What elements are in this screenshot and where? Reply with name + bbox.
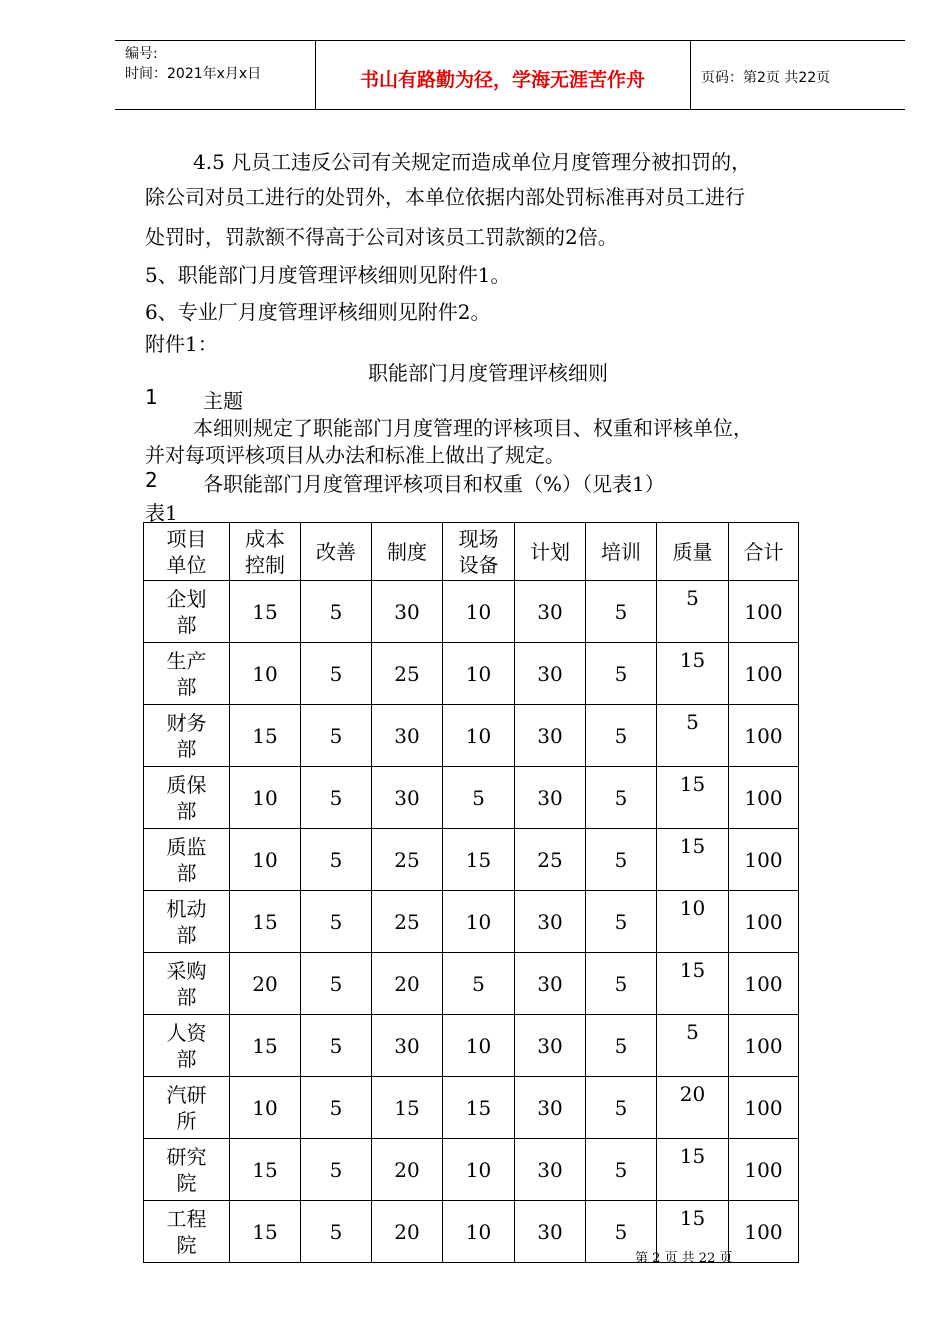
value-cell: 5 xyxy=(301,1201,372,1263)
value-cell: 100 xyxy=(729,1077,799,1139)
table-row xyxy=(144,643,799,705)
value-cell: 15 xyxy=(230,581,301,643)
value-cell: 10 xyxy=(230,767,301,829)
value-cell: 5 xyxy=(657,1015,729,1077)
cell-text: 部 xyxy=(176,984,197,1009)
cell-text: 部 xyxy=(176,922,197,947)
value-cell: 30 xyxy=(515,1139,586,1201)
value-cell: 30 xyxy=(515,705,586,767)
value-cell: 5 xyxy=(586,1139,657,1201)
cell-text: 计划 xyxy=(530,539,570,564)
value-cell: 10 xyxy=(443,1201,515,1263)
value-cell: 10 xyxy=(443,643,515,705)
value-cell: 15 xyxy=(230,1015,301,1077)
value-cell: 5 xyxy=(301,891,372,953)
value-cell: 100 xyxy=(729,1139,799,1201)
value-cell: 5 xyxy=(301,1015,372,1077)
value-cell: 15 xyxy=(230,891,301,953)
table-row xyxy=(144,1077,799,1139)
page-header xyxy=(115,40,905,110)
unit-cell xyxy=(144,767,230,829)
column-header xyxy=(657,523,729,581)
section-2-number: 2 xyxy=(145,468,158,492)
cell-text: 质监 xyxy=(166,834,207,859)
cell-text: 现场 xyxy=(458,526,499,551)
cell-text: 生产 xyxy=(166,648,207,673)
item-5: 5、职能部门月度管理评核细则见附件1。 xyxy=(145,263,511,287)
doc-title: 职能部门月度管理评核细则 xyxy=(368,361,608,385)
value-cell: 15 xyxy=(372,1077,443,1139)
value-cell: 5 xyxy=(301,829,372,891)
cell-text: 部 xyxy=(176,736,197,761)
value-cell: 15 xyxy=(230,1201,301,1263)
cell-text: 部 xyxy=(176,798,197,823)
value-cell: 10 xyxy=(443,705,515,767)
value-cell: 5 xyxy=(586,1015,657,1077)
value-cell: 10 xyxy=(657,891,729,953)
value-cell: 5 xyxy=(657,581,729,643)
cell-text: 控制 xyxy=(245,552,285,577)
value-cell: 5 xyxy=(657,705,729,767)
value-cell: 5 xyxy=(301,643,372,705)
header-motto-cell xyxy=(315,41,691,109)
value-cell: 15 xyxy=(657,953,729,1015)
cell-text: 机动 xyxy=(166,896,207,921)
column-header xyxy=(729,523,799,581)
table-row xyxy=(144,581,799,643)
value-cell: 30 xyxy=(515,643,586,705)
value-cell: 10 xyxy=(230,643,301,705)
value-cell: 10 xyxy=(443,1139,515,1201)
value-cell: 30 xyxy=(515,953,586,1015)
value-cell: 10 xyxy=(230,829,301,891)
time-label: 时间：2021年x月x日 xyxy=(125,66,262,82)
value-cell: 5 xyxy=(301,1139,372,1201)
section-2-title: 各职能部门月度管理评核项目和权重（%）（见表1） xyxy=(203,472,665,496)
table-row xyxy=(144,829,799,891)
column-header xyxy=(443,523,515,581)
cell-text: 设备 xyxy=(458,552,499,577)
section-1-line1: 本细则规定了职能部门月度管理的评核项目、权重和评核单位， xyxy=(193,416,753,440)
header-page-cell xyxy=(691,41,905,109)
value-cell: 15 xyxy=(657,1139,729,1201)
value-cell: 5 xyxy=(586,891,657,953)
column-header xyxy=(230,523,301,581)
cell-text: 企划 xyxy=(166,586,207,611)
unit-cell xyxy=(144,1077,230,1139)
value-cell: 5 xyxy=(443,767,515,829)
value-cell: 10 xyxy=(230,1077,301,1139)
cell-text: 采购 xyxy=(166,958,207,983)
table-header-row xyxy=(144,523,799,581)
unit-cell xyxy=(144,829,230,891)
table-row xyxy=(144,705,799,767)
unit-cell xyxy=(144,581,230,643)
value-cell: 25 xyxy=(515,829,586,891)
value-cell: 30 xyxy=(372,705,443,767)
item-6: 6、专业厂月度管理评核细则见附件2。 xyxy=(145,300,491,324)
value-cell: 15 xyxy=(230,1139,301,1201)
value-cell: 30 xyxy=(515,1015,586,1077)
cell-text: 研究 xyxy=(166,1144,207,1169)
value-cell: 30 xyxy=(515,581,586,643)
value-cell: 100 xyxy=(729,829,799,891)
cell-text: 人资 xyxy=(166,1020,207,1045)
unit-cell xyxy=(144,891,230,953)
cell-text: 汽研 xyxy=(166,1082,207,1107)
value-cell: 20 xyxy=(372,1201,443,1263)
table-row xyxy=(144,767,799,829)
value-cell: 15 xyxy=(657,643,729,705)
column-header xyxy=(515,523,586,581)
unit-cell xyxy=(144,705,230,767)
cell-text: 工程 xyxy=(166,1206,207,1231)
cell-text: 培训 xyxy=(601,539,641,564)
unit-cell xyxy=(144,1201,230,1263)
header-meta xyxy=(115,41,316,109)
para-4-5-line3: 处罚时，罚款额不得高于公司对该员工罚款额的2倍。 xyxy=(145,225,618,249)
cell-text: 质量 xyxy=(672,539,713,564)
section-1-title: 主题 xyxy=(203,389,243,413)
value-cell: 5 xyxy=(586,953,657,1015)
value-cell: 15 xyxy=(657,767,729,829)
value-cell: 30 xyxy=(515,767,586,829)
value-cell: 100 xyxy=(729,705,799,767)
value-cell: 30 xyxy=(515,1201,586,1263)
value-cell: 5 xyxy=(301,1077,372,1139)
value-cell: 20 xyxy=(372,1139,443,1201)
column-header xyxy=(586,523,657,581)
table-row xyxy=(144,891,799,953)
unit-cell xyxy=(144,953,230,1015)
unit-cell xyxy=(144,643,230,705)
cell-text: 部 xyxy=(176,860,197,885)
value-cell: 20 xyxy=(372,953,443,1015)
value-cell: 5 xyxy=(586,829,657,891)
value-cell: 5 xyxy=(301,953,372,1015)
unit-cell xyxy=(144,1015,230,1077)
cell-text: 所 xyxy=(176,1108,197,1133)
table-label: 表1 xyxy=(145,501,178,525)
table-row xyxy=(144,1139,799,1201)
value-cell: 5 xyxy=(301,581,372,643)
cell-text: 项目 xyxy=(166,526,207,551)
cell-text: 合计 xyxy=(743,539,784,564)
value-cell: 30 xyxy=(515,891,586,953)
value-cell: 100 xyxy=(729,953,799,1015)
value-cell: 15 xyxy=(657,829,729,891)
value-cell: 20 xyxy=(230,953,301,1015)
cell-text: 部 xyxy=(176,1046,197,1071)
cell-text: 部 xyxy=(176,674,197,699)
column-header xyxy=(372,523,443,581)
value-cell: 5 xyxy=(301,705,372,767)
page-label: 页码：第2页 共22页 xyxy=(701,70,831,86)
value-cell: 15 xyxy=(230,705,301,767)
value-cell: 5 xyxy=(586,581,657,643)
value-cell: 15 xyxy=(443,1077,515,1139)
cell-text: 财务 xyxy=(166,710,207,735)
motto: 书山有路勤为径，学海无涯苦作舟 xyxy=(359,69,645,91)
para-4-5-line2: 除公司对员工进行的处罚外，本单位依据内部处罚标准再对员工进行 xyxy=(145,185,745,209)
cell-text: 成本 xyxy=(245,526,285,551)
value-cell: 5 xyxy=(586,1201,657,1263)
para-4-5-line1: 4.5 凡员工违反公司有关规定而造成单位月度管理分被扣罚的， xyxy=(193,150,752,174)
value-cell: 25 xyxy=(372,643,443,705)
value-cell: 25 xyxy=(372,829,443,891)
value-cell: 10 xyxy=(443,1015,515,1077)
value-cell: 15 xyxy=(657,1201,729,1263)
section-1-number: 1 xyxy=(145,385,158,409)
value-cell: 5 xyxy=(301,767,372,829)
value-cell: 15 xyxy=(443,829,515,891)
value-cell: 100 xyxy=(729,581,799,643)
page-footer: 第 2 页 共 22 页 xyxy=(635,1251,733,1266)
value-cell: 5 xyxy=(586,767,657,829)
value-cell: 100 xyxy=(729,1015,799,1077)
value-cell: 30 xyxy=(372,581,443,643)
cell-text: 改善 xyxy=(316,539,356,564)
value-cell: 30 xyxy=(372,767,443,829)
table-row xyxy=(144,953,799,1015)
value-cell: 100 xyxy=(729,1201,799,1263)
value-cell: 100 xyxy=(729,767,799,829)
value-cell: 25 xyxy=(372,891,443,953)
value-cell: 100 xyxy=(729,891,799,953)
column-header xyxy=(144,523,230,581)
value-cell: 30 xyxy=(372,1015,443,1077)
value-cell: 10 xyxy=(443,891,515,953)
value-cell: 10 xyxy=(443,581,515,643)
value-cell: 5 xyxy=(586,705,657,767)
unit-cell xyxy=(144,1139,230,1201)
cell-text: 院 xyxy=(176,1170,197,1195)
column-header xyxy=(301,523,372,581)
value-cell: 5 xyxy=(443,953,515,1015)
cell-text: 单位 xyxy=(166,552,207,577)
value-cell: 30 xyxy=(515,1077,586,1139)
number-label: 编号: xyxy=(125,46,158,62)
value-cell: 5 xyxy=(586,643,657,705)
cell-text: 制度 xyxy=(387,539,427,564)
cell-text: 院 xyxy=(176,1232,197,1257)
value-cell: 20 xyxy=(657,1077,729,1139)
cell-text: 质保 xyxy=(166,772,207,797)
weights-table xyxy=(143,522,799,1263)
section-1-line2: 并对每项评核项目从办法和标准上做出了规定。 xyxy=(145,443,565,467)
attachment-label: 附件1： xyxy=(145,332,218,356)
value-cell: 100 xyxy=(729,643,799,705)
value-cell: 5 xyxy=(586,1077,657,1139)
table-row xyxy=(144,1015,799,1077)
cell-text: 部 xyxy=(176,612,197,637)
